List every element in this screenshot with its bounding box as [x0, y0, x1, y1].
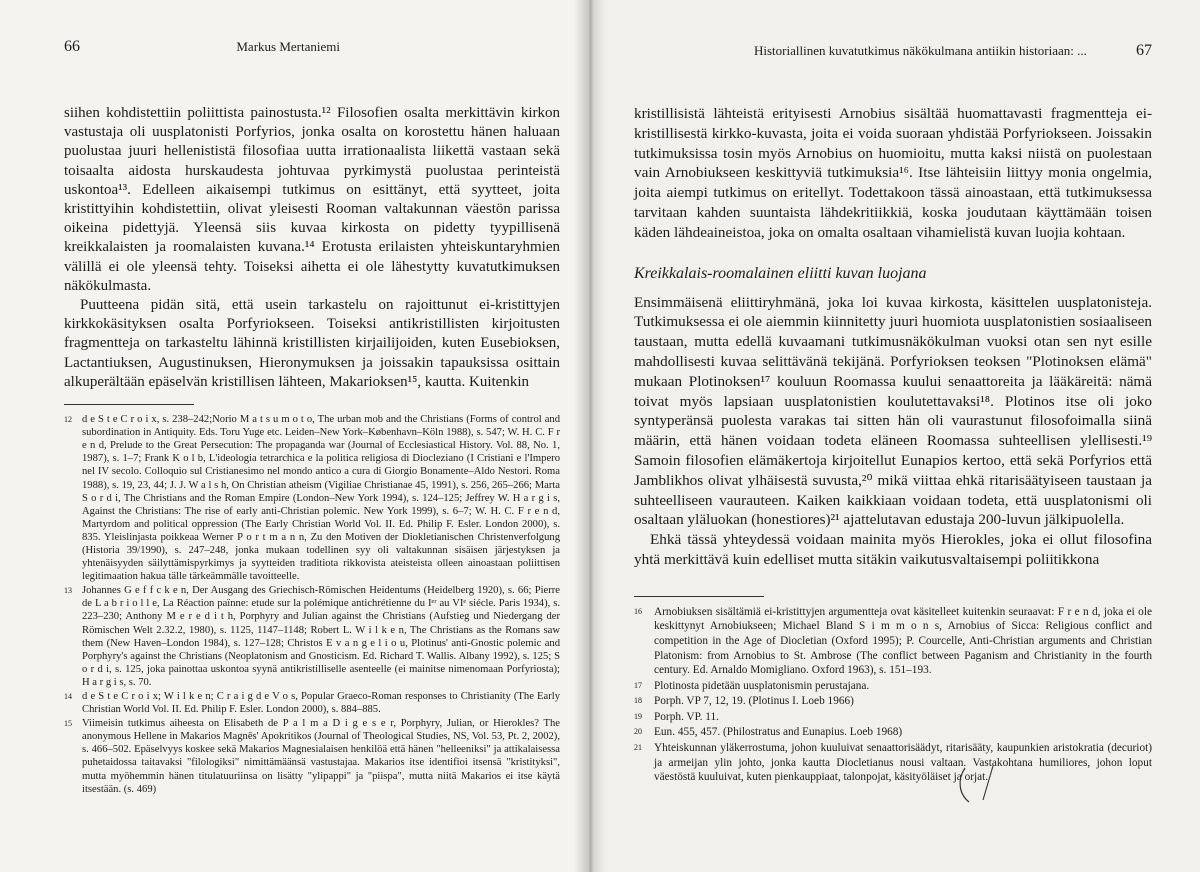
right-body-text-section [634, 293, 1152, 570]
footnote-number: 15 [64, 719, 72, 729]
left-page-header [64, 38, 560, 56]
footnote-number: 17 [634, 680, 642, 690]
paragraph: kristillisistä lähteistä erityisesti Arnobius sisältää huomattavasti fragmentteja ei-kristillisestä kirkko-kuvasta, joita ei voida suoraan yhdistää Porfyriokseen. Joissakin tutkimuksissa tosin myös Arnobius on huomioitu, mutta kaksi niistä on puolestaan vain Arnobiukseen keskittyviä tutkimuksia¹⁶. Itse lähteisiin liittyy monia ongelmia, joita aiempi tutkimus on eritellyt. Todettakoon tässä ainoastaan, että tutkimuksessa tarvitaan kahden suuntaista lähdekritiikkiä, koska joudutaan käyttämään toisen käden lähdeaineistoa, joka on omalta osaltaan vihamielistä kuvan luojia kohtaan. [634, 105, 1152, 241]
page-number: 66 [64, 38, 80, 55]
right-page-header [634, 42, 1152, 60]
footnote-text: d e S t e C r o i x, s. 238–242;Norio M a t s u m o t o, The urban mob and the Christians (Forms of control and subordination in Antiquity. Eds. Toru Yuge etc. Leiden–New York–København–Köln 1988), s. 547; W. H. C. F r e n d, Prelude to the Great Persecution: The propaganda war (Journal of Ecclesiastical History. Vol. 88, No. 1, 1987), s. 1–7; Frank K o l b, L'ideologia tetrarchica e la politica religiosa di Diocleziano (I Cristiani e l'Impero nel IV secolo. Colloquio sul Cristianesimo nel mondo antico a cura di Giorgio Bonamente–Aldo Nestori. Roma 1988), s. 19, 23, 44; J. J. W a l s h, On Christian atheism (Vigiliae Christianae 45, 1991), s. 256, 265–266; Marta S o r d i, The Christians and the Roman Empire (London–New York 1994), s. 124–125; Jeffrey W. H a r g i s, Against the Christians: The rise of early anti-Christian polemic. New York 1999), s. 6–7; W. H. C. F r e n d, Martyrdom and political oppression (The Early Christian World Vol. II. Ed. Philip F. Esler. London 2000), s. 835. Yleislinjasta poikkeaa Werner P o r t m a n n, Zu den Motiven der Diokletianischen Christenverfolgung (Historia 39/1990), s. 247–248, jonka mukaan todellinen syy oli valtakunnan sisäisen järjestyksen ja yhtenäisyyden säilyttämispyrkimys ja syytteiden traditiota rikkovista ateisteista olleen ainoastaan poliittisen legitimaation hakua tälle tärkeämmälle tavoitteelle. [82, 414, 560, 583]
footnotes [64, 413, 560, 796]
footnote-text: d e S t e C r o i x; W i l k e n; C r a i g d e V o s, Popular Graeco-Roman responses to Christianity (The Early Christian World Vol. II. Ed. Philip F. Esler. London 2000), s. 884–885. [82, 691, 560, 716]
footnote [64, 584, 560, 689]
footnote-text: Eun. 455, 457. (Philostratus and Eunapius. Loeb 1968) [654, 726, 903, 739]
left-body-text [64, 104, 560, 392]
footnote-text: Johannes G e f f c k e n, Der Ausgang des Griechisch-Römischen Heidentums (Heidelberg 1920), s. 66; Pierre de L a b r i o l l e, La Réaction païnne: etude sur la polémique antichrétienne du Iᵉʳ au VIᵉ siécle. Paris 1934), s. 223–230; Anthony M e r e d i t h, Porphyry and Julian against the Christians (Aufstieg und Niedergang der Römischen Welt 2.32.2, 1980), s. 1125, 1147–1148; Robert L. W i l k e n, The Christians as the Romans saw them (New Haven–London 1984), s. 127–128; Christos E v a n g e l i o u, Plotinus' anti-Gnostic polemic and Porphyry's against the Christians (Neoplatonism and Gnosticism. Ed. Richard T. Wallis. Albany 1992), s. 125; S o r d i, s. 125, joka painottaa uskontoa syynä antikristilliselle asenteelle (ei mainitse nimenomaan Porfyriosta); H a r g i s, s. 70. [82, 585, 560, 688]
paragraph: Ehkä tässä yhteydessä voidaan mainita myös Hierokles, joka ei ollut filosofina yhtä merkittävä kuin edelliset mutta sitäkin vaikutusvaltaisempi poliitikkona [634, 531, 1152, 568]
left-page [0, 0, 590, 872]
footnote [634, 694, 1152, 709]
right-page [590, 0, 1200, 872]
footnote-number: 19 [634, 711, 642, 721]
footnote-text: Porph. VP. 11. [654, 710, 719, 723]
footnote-number: 14 [64, 692, 72, 702]
footnote [64, 413, 560, 583]
paragraph: Puutteena pidän sitä, että usein tarkastelu on rajoittunut ei-kristittyjen kirkkokäsityksen osalta Porfyriokseen. Toiseksi antikristillisten kirjoitusten fragmentteja on tarkasteltu lähinnä kristillisten kirjailijoiden, kuten Eusebioksen, Lactantiuksen, Augustinuksen, Hieronymuksen ja joissakin tapauksissa osittain alkuperältään epäselvän kristillisen lähteen, Makarioksen¹⁵, kautta. Kuitenkin [64, 297, 560, 390]
running-head: Markus Mertaniemi [236, 39, 340, 54]
footnote-text: Plotinosta pidetään uusplatonismin perustajana. [654, 679, 870, 692]
footnote-rule [64, 404, 194, 405]
footnote-number: 13 [64, 586, 72, 596]
footnote-number: 21 [634, 743, 642, 753]
footnote [634, 741, 1152, 785]
footnote-number: 12 [64, 415, 72, 425]
footnote-number: 16 [634, 606, 642, 616]
footnote [634, 679, 1152, 694]
paragraph: siihen kohdistettiin poliittista painostusta.¹² Filosofien osalta merkittävin kirkon vastustaja oli uusplatonisti Porfyrios, jonka osalta on korostettu hänen haluaan puolustaa juuri hellenististä filosofiaa uutta irrationaalista liikettä vastaan sekä toisaalta aidosta hurskaudesta johtuvaa pyrkimystä puolustaa perinteistä uskontoa¹³. Edelleen aikaisempi tutkimus on esittänyt, että syytteet, joita kristittyihin kohdistettiin, olivat yleisesti Rooman valtakunnan väestön parissa oikeina pidettyjä. Yleensä siis kuvaa kirkosta on pidetty tyypillisenä kreikkalaisten ja roomalaisten kuvana.¹⁴ Erotusta erilaisten yhteiskuntaryhmien välillä ei ole yleensä tehty. Toiseksi aihetta ei ole lähestytty kuvatutkimuksen näkökulmasta. [64, 105, 560, 294]
footnotes [634, 605, 1152, 785]
footnote-number: 18 [634, 696, 642, 706]
footnote-text: Arnobiuksen sisältämiä ei-kristittyjen argumentteja ovat käsitelleet kuitenkin seuraavat: F r e n d, joka ei ole keskittynyt Arnobiukseen; Michael Bland S i m m o n s, Arnobius of Sicca: Religious conflict and competition in the Age of Diocletian (Oxford 1995); P. Courcelle, Anti-Christian arguments and Christian Platonism: from Arnobius to St. Ambrose (The conflict between Paganism and Christianity in the fourth century. Ed. Arnaldo Momigliano. Oxford 1963), s. 151–193. [654, 605, 1152, 677]
footnote-text: Viimeisin tutkimus aiheesta on Elisabeth de P a l m a D i g e s e r, Porphyry, Julian, or Hierokles? The anonymous Hellene in Makarios Magnēs' Apokritikos (Journal of Theological Studies, NS, Vol. 53, Pt. 2, 2002), s. 466–502. Epäselvyys koskee sekä Makarios Magnesialaisen henkilöä että hänen "helleeniksi" ja attikalaisessa puhetaidossa taitavaksi "filologiksi" nimittämäänsä vastustajaa. Makarios itse identifioi itsensä "kristityksi", mutta myöhemmin hänen titulatuuriinsa on lisätty "ylipappi" ja "piispa", mutta niitä Makarios ei itse käytä itsestään. (s. 469) [82, 718, 560, 795]
section-heading: Kreikkalais-roomalainen eliitti kuvan luojana [634, 264, 927, 282]
footnote-text: Yhteiskunnan yläkerrostuma, johon kuuluivat senaattorisäädyt, ritarisääty, kaupunkien aristokratia (decuriot) ja armeijan ylin johto, jonka kautta Diocletianus nousi valtaan. Vastakohtana humiliores, johon loput väestöstä kuuluivat, kuten pienkauppiaat, talonpojat, käsityöläiset ja orjat. [654, 742, 1152, 784]
footnote-number: 20 [634, 727, 642, 737]
footnote-text: Porph. VP 7, 12, 19. (Plotinus I. Loeb 1966) [654, 695, 854, 708]
right-body-text [634, 104, 1152, 243]
page-number: 67 [1136, 42, 1152, 59]
running-head: Historiallinen kuvatutkimus näkökulmana antiikin historiaan: ... [754, 43, 1087, 58]
footnote [64, 690, 560, 716]
handwritten-pen-mark [955, 760, 1015, 810]
footnote [634, 725, 1152, 740]
footnote [634, 710, 1152, 725]
paragraph: Ensimmäisenä eliittiryhmänä, joka loi kuvaa kirkosta, käsittelen uusplatonisteja. Tutkimuksessa ei ole aiemmin kiinnitetty juuri huomiota uusplatonistien sosiaaliseen taustaan, mutta edellä kuvaamani tutkimusnäkökulman vuoksi otan sen nyt esille mahdollisesti kuvaa selittävänä tekijänä. Porfyrioksen teoksen "Plotinoksen elämä" mukaan Plotinoksen¹⁷ kouluun Roomassa kuului senaattoreita ja lääkäreitä: nämä toivat myös lapsiaan uusplatonistien koulutettavaksi¹⁸. Plotinos itse oli joko syntyperänsä puolesta varakas tai sitten hän oli vaurastunut filosofoimalla siinä määrin, että hänen voidaan todeta eläneen Roomassa suhteellisen ylellisesti.¹⁹ Samoin filosofien elämäkertoja kirjoitellut Eunapios kertoo, että sekä Porfyrios että Jamblikhos olivat ylhäisestä suvusta,²⁰ mikä viittaa ehkä ritarisäätyiseen taustaan ja suhteelliseen vaurauteen. Kaiken kaikkiaan voidaan todeta, että uusplatonismi oli osaltaan yläluokan (honestiores)²¹ ajattelutavan edustaja 200-luvun jälkipuolella. [634, 293, 1152, 529]
footnote [64, 717, 560, 796]
footnote [634, 605, 1152, 678]
footnote-rule [634, 596, 764, 597]
